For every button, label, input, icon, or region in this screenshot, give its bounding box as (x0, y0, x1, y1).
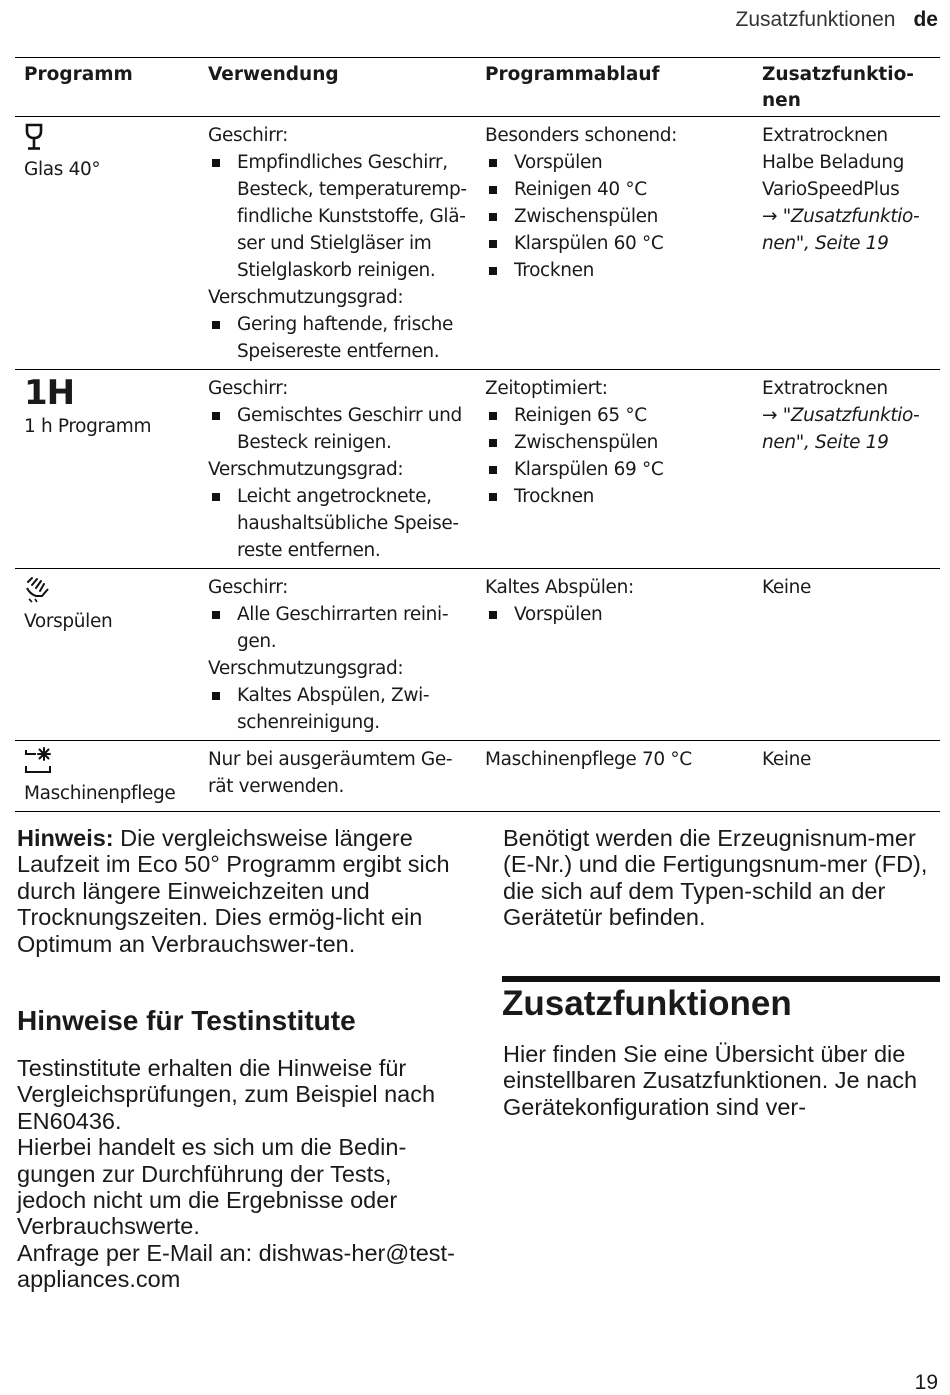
prerinse-icon (24, 574, 191, 606)
section-heading-test-institutes: Hinweise für Testinstitute (17, 1005, 356, 1036)
list-item: Empfindliches Geschirr, Besteck, temperaturemp-findliche Kunststoffe, Glä-ser und Stielgläser im Stielglaskorb reinigen. (208, 149, 468, 284)
soil-label: Verschmutzungsgrad: (208, 459, 404, 480)
dishes-label: Geschirr: (208, 378, 289, 399)
list-item: Gering haftende, frische Speisereste entfernen. (208, 311, 468, 365)
arrow-right-icon: → (762, 405, 783, 426)
flow-intro: Besonders schonend: (485, 125, 678, 146)
usage-cell (199, 741, 476, 812)
extras-cell (753, 117, 940, 370)
extra-option: Keine (762, 577, 812, 598)
extra-option: Keine (762, 749, 812, 770)
list-item: Vorspülen (485, 601, 745, 628)
table-header-row (15, 58, 940, 117)
list-item: Zwischenspülen (485, 203, 745, 230)
soil-label: Verschmutzungsgrad: (208, 658, 404, 679)
flow-cell (476, 117, 753, 370)
product-number-paragraph: Benötigt werden die Erzeugnisnum-mer (E-Nr.) und die Fertigungsnum-mer (FD), die sich auf dem Typen-schild an der Gerätetür befinden. (503, 825, 928, 931)
usage-cell (199, 370, 476, 569)
flow-cell (476, 370, 753, 569)
para-text: Testinstitute erhalten die Hinweise für Vergleichsprüfungen, zum Beispiel nach EN60436. (17, 1055, 436, 1134)
list-item: Reinigen 65 °C (485, 402, 745, 429)
note-text: Die vergleichsweise längere Laufzeit im Eco 50° Programm ergibt sich durch längere Einweichzeiten und Trocknungszeiten. Dies ermög-licht ein Optimum an Verbrauchswer-ten. (17, 825, 450, 957)
reference-text: "Zusatzfunktio-nen", Seite 19 (762, 206, 920, 254)
extra-option: Extratrocknen (762, 125, 888, 146)
note-label: Hinweis: (17, 825, 114, 851)
email-request-text[interactable]: Anfrage per E-Mail an: dishwas-her@test-appliances.com (17, 1239, 455, 1293)
list-item: Alle Geschirrarten reini-gen. (208, 601, 468, 655)
flow-intro: Zeitoptimiert: (485, 378, 608, 399)
list-item: Reinigen 40 °C (485, 176, 745, 203)
list-item: Leicht angetrocknete, haushaltsübliche Speise-reste entfernen. (208, 483, 468, 564)
table-row (15, 370, 940, 569)
flow-cell (476, 741, 753, 812)
extra-option: Extratrocknen (762, 378, 888, 399)
list-item: Trocknen (485, 257, 745, 284)
col-header-programm: Programm (15, 58, 199, 117)
program-name: Maschinenpflege (24, 783, 176, 804)
list-item: Klarspülen 69 °C (485, 456, 745, 483)
program-name: Glas 40° (24, 159, 101, 180)
extras-cell (753, 741, 940, 812)
usage-cell (199, 117, 476, 370)
header-language: de (913, 8, 938, 31)
one-hour-icon: 1H (24, 373, 75, 413)
reference-text: "Zusatzfunktio-nen", Seite 19 (762, 405, 920, 453)
list-item: Vorspülen (485, 149, 745, 176)
list-item: Trocknen (485, 483, 745, 510)
table-row (15, 117, 940, 370)
flow-text: Maschinenpflege 70 °C (485, 749, 692, 770)
additional-functions-paragraph: Hier finden Sie eine Übersicht über die einstellbaren Zusatzfunktionen. Je nach Gerätekonfiguration sind ver- (503, 1041, 918, 1120)
extra-option: Halbe Beladung (762, 152, 904, 173)
program-cell (15, 569, 199, 741)
list-item: Klarspülen 60 °C (485, 230, 745, 257)
extras-cell (753, 569, 940, 741)
list-item: Gemischtes Geschirr und Besteck reinigen. (208, 402, 468, 456)
extras-cell (753, 370, 940, 569)
list-item: Zwischenspülen (485, 429, 745, 456)
col-header-programmablauf: Programmablauf (476, 58, 753, 117)
para-text: Hierbei handelt es sich um die Bedin-gungen zur Durchführung der Tests, jedoch nicht um die Ergebnisse oder Verbrauchswerte. (17, 1134, 407, 1240)
dishes-label: Geschirr: (208, 125, 289, 146)
note-paragraph (17, 825, 462, 957)
program-name: 1 h Programm (24, 416, 152, 437)
flow-cell (476, 569, 753, 741)
program-cell (15, 117, 199, 370)
page-reference-link[interactable] (762, 402, 932, 456)
soil-label: Verschmutzungsgrad: (208, 287, 404, 308)
running-header (736, 8, 938, 32)
col-header-zusatzfunktionen: Zusatzfunktio-nen (753, 58, 940, 117)
page-reference-link[interactable] (762, 203, 932, 257)
page-number: 19 (914, 1371, 938, 1394)
dishes-label: Geschirr: (208, 577, 289, 598)
usage-cell (199, 569, 476, 741)
machine-care-icon (24, 746, 191, 778)
list-item: Kaltes Abspülen, Zwi-schenreinigung. (208, 682, 468, 736)
usage-text: Nur bei ausgeräumtem Ge-rät verwenden. (208, 749, 453, 797)
flow-intro: Kaltes Abspülen: (485, 577, 634, 598)
col-header-verwendung: Verwendung (199, 58, 476, 117)
table-row (15, 569, 940, 741)
program-cell (15, 741, 199, 812)
program-name: Vorspülen (24, 611, 113, 632)
test-institutes-paragraph (17, 1055, 462, 1293)
table-row (15, 741, 940, 812)
section-heading-additional-functions: Zusatzfunktionen (502, 984, 792, 1023)
heading-rule (502, 976, 940, 982)
header-section-title: Zusatzfunktionen (735, 8, 896, 31)
wine-glass-icon (24, 122, 191, 154)
extra-option: VarioSpeedPlus (762, 179, 900, 200)
program-cell (15, 370, 199, 569)
program-table (15, 57, 940, 812)
arrow-right-icon: → (762, 206, 783, 227)
